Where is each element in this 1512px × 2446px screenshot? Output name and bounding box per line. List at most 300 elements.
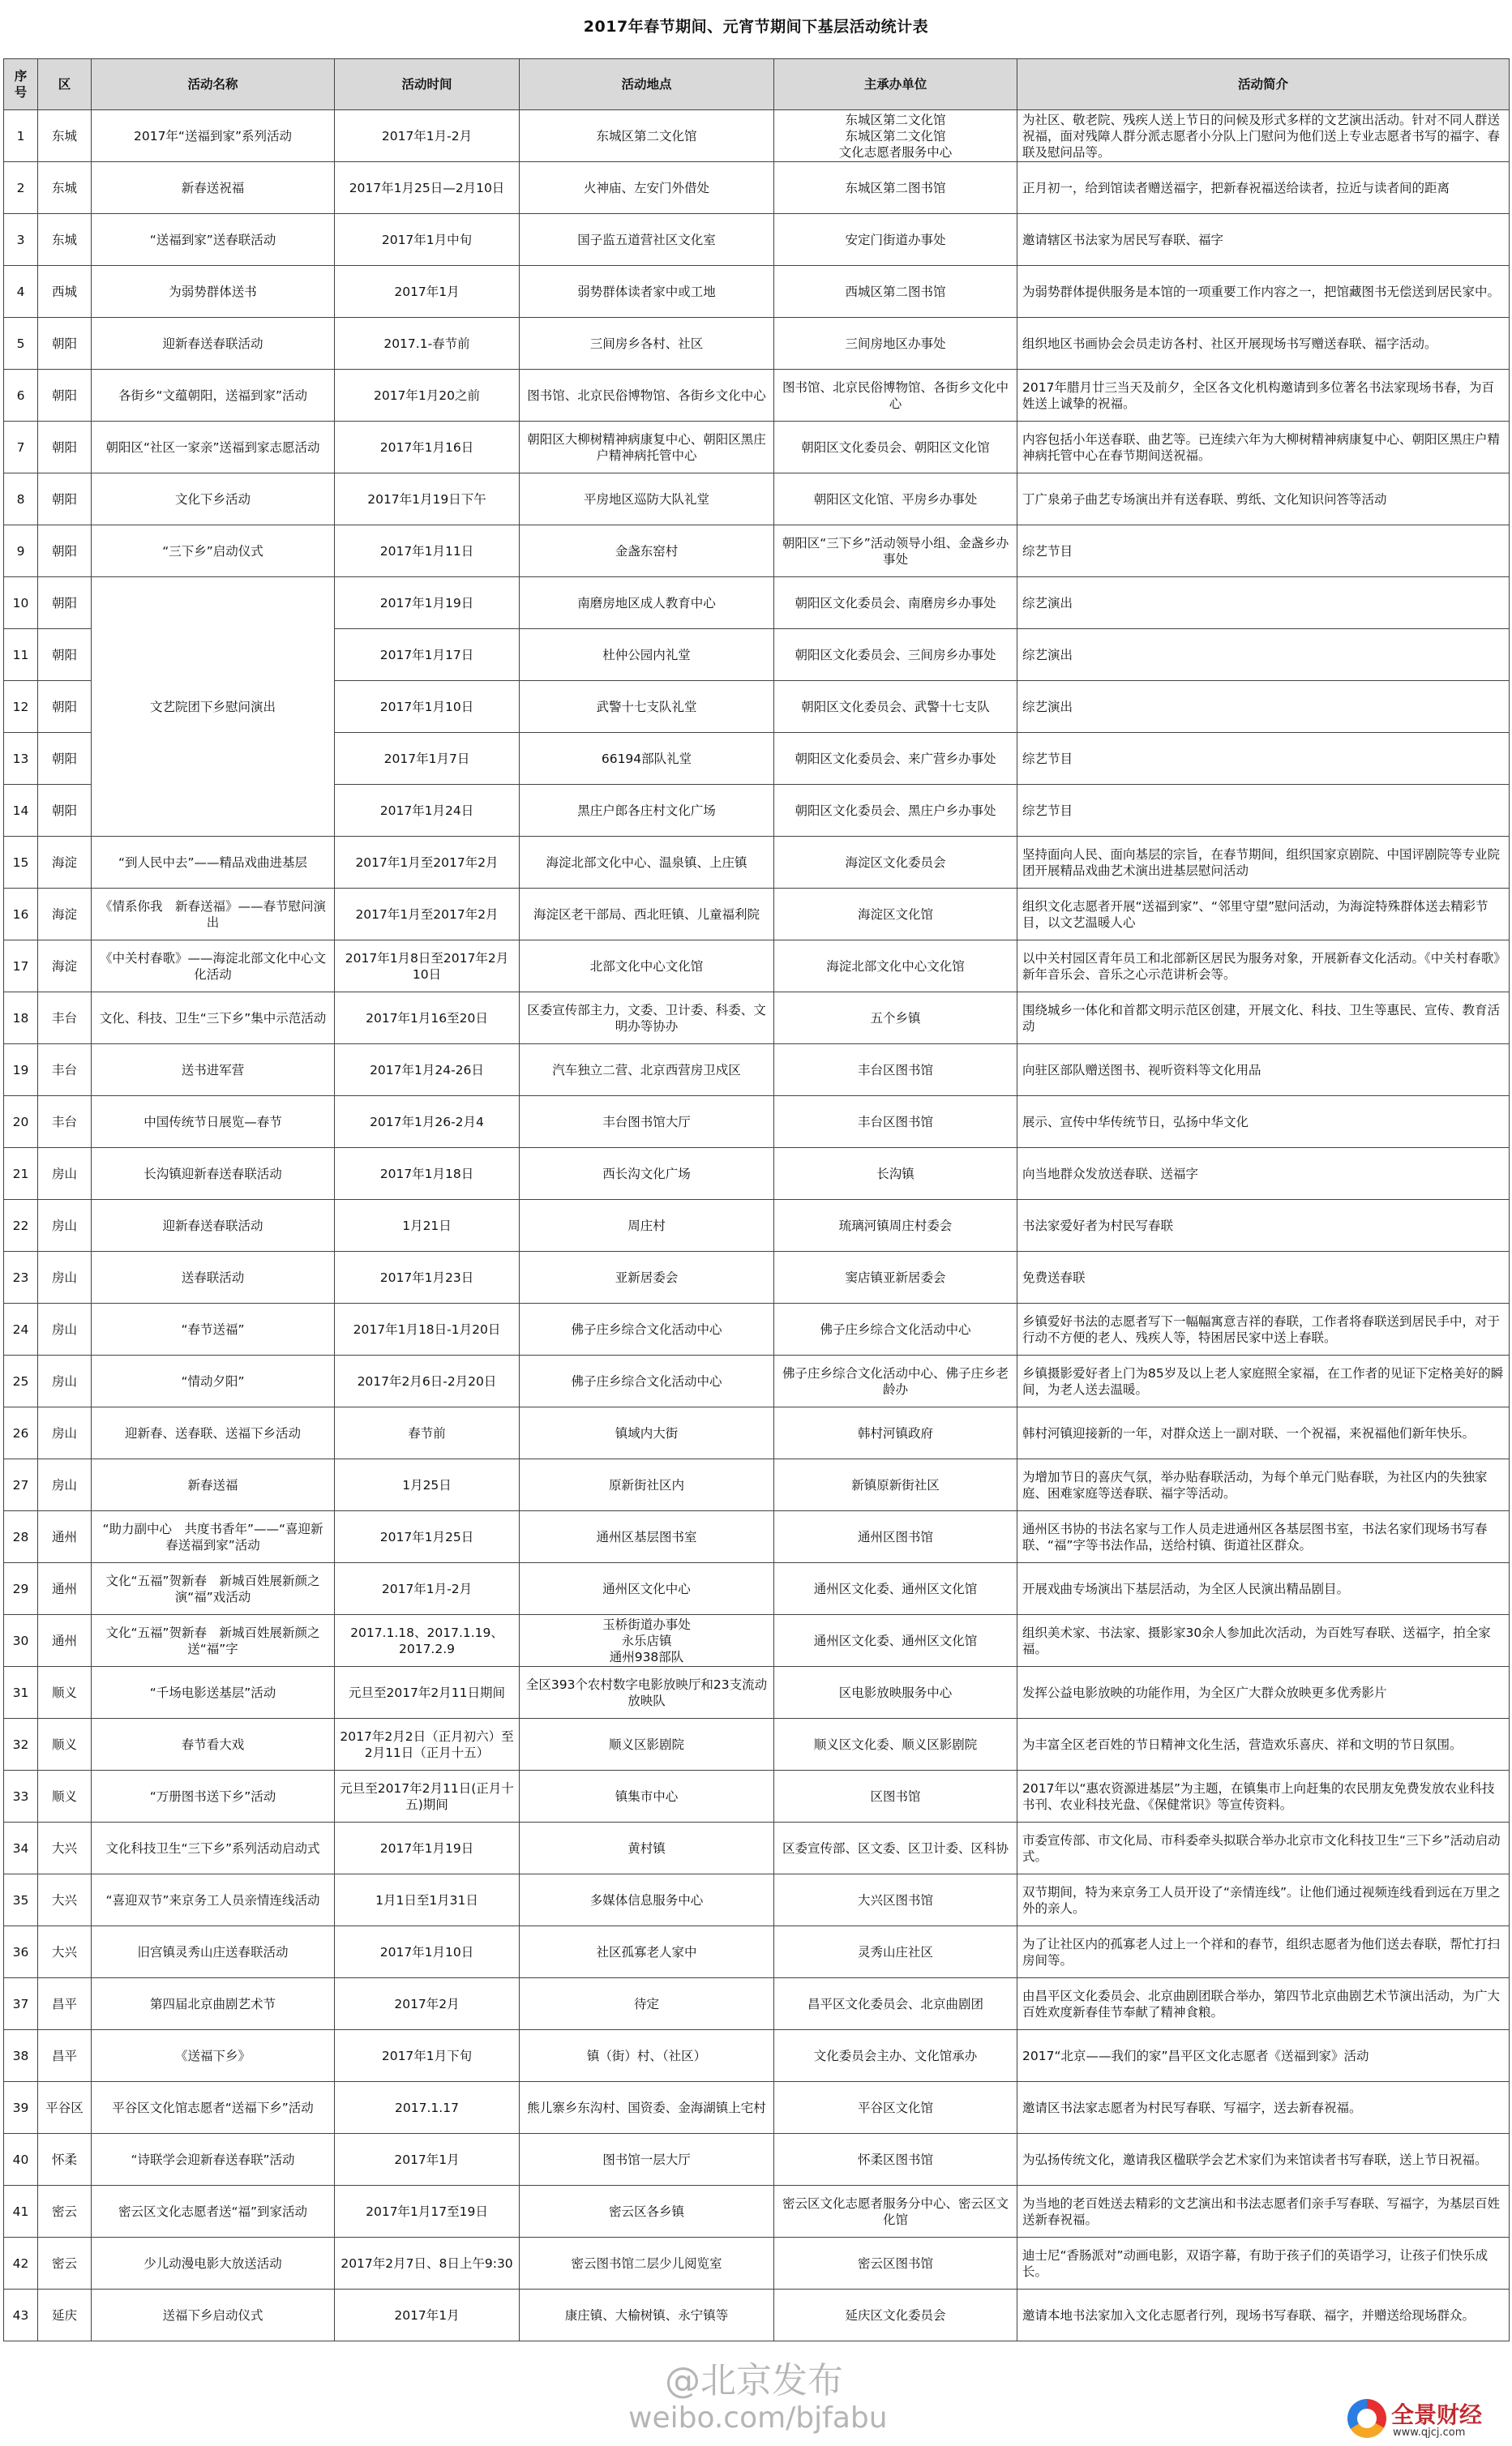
row-district: 朝阳 [38, 785, 92, 837]
table-row [4, 1304, 1510, 1356]
row-activity-location: 密云区各乡镇 [520, 2186, 774, 2238]
row-activity-name: “助力副中心 共度书香年”——“喜迎新春送福到家”活动 [92, 1511, 335, 1563]
row-district: 朝阳 [38, 525, 92, 577]
row-district: 东城 [38, 110, 92, 162]
table-row [4, 1044, 1510, 1096]
row-activity-time: 元旦至2017年2月11日期间 [335, 1667, 520, 1719]
row-index: 9 [4, 525, 38, 577]
table-row [4, 1563, 1510, 1615]
row-activity-time: 春节前 [335, 1407, 520, 1459]
row-activity-name: “春节送福” [92, 1304, 335, 1356]
row-activity-location: 金盏东窑村 [520, 525, 774, 577]
row-description: 2017“北京——我们的家”昌平区文化志愿者《送福到家》活动 [1017, 2030, 1510, 2082]
row-district: 朝阳 [38, 577, 92, 629]
table-row [4, 1667, 1510, 1719]
row-activity-location: 玉桥街道办事处 永乐店镇 通州938部队 [520, 1615, 774, 1667]
row-activity-name: 朝阳区“社区一家亲”送福到家志愿活动 [92, 422, 335, 473]
row-district: 房山 [38, 1200, 92, 1252]
row-organizer: 朝阳区文化委员会、来广营乡办事处 [774, 733, 1017, 785]
row-district: 通州 [38, 1511, 92, 1563]
row-organizer: 西城区第二图书馆 [774, 266, 1017, 318]
row-organizer: 朝阳区“三下乡”活动领导小组、金盏乡办事处 [774, 525, 1017, 577]
row-district: 朝阳 [38, 733, 92, 785]
row-index: 26 [4, 1407, 38, 1459]
table-row [4, 2290, 1510, 2341]
row-district: 房山 [38, 1407, 92, 1459]
row-index: 30 [4, 1615, 38, 1667]
table-row [4, 837, 1510, 889]
row-activity-time: 2017年1月17至19日 [335, 2186, 520, 2238]
row-organizer: 丰台区图书馆 [774, 1044, 1017, 1096]
row-activity-location: 黑庄户郎各庄村文化广场 [520, 785, 774, 837]
row-index: 11 [4, 629, 38, 681]
row-activity-name: 各街乡“文蕴朝阳，送福到家”活动 [92, 370, 335, 422]
row-organizer: 朝阳区文化馆、平房乡办事处 [774, 473, 1017, 525]
row-index: 8 [4, 473, 38, 525]
col-description: 活动简介 [1017, 59, 1510, 110]
row-description: 综艺演出 [1017, 629, 1510, 681]
row-activity-location: 黄村镇 [520, 1823, 774, 1874]
row-activity-name: 送福下乡启动仪式 [92, 2290, 335, 2341]
row-index: 28 [4, 1511, 38, 1563]
qjcj-logo-icon [1347, 2399, 1386, 2438]
row-district: 东城 [38, 214, 92, 266]
row-district: 大兴 [38, 1926, 92, 1978]
row-district: 西城 [38, 266, 92, 318]
row-index: 6 [4, 370, 38, 422]
row-description: 开展戏曲专场演出下基层活动，为全区人民演出精品剧目。 [1017, 1563, 1510, 1615]
row-activity-time: 2017年1月至2017年2月 [335, 889, 520, 940]
table-row [4, 940, 1510, 992]
row-organizer: 灵秀山庄社区 [774, 1926, 1017, 1978]
row-activity-location: 汽车独立二营、北京西营房卫戍区 [520, 1044, 774, 1096]
row-district: 丰台 [38, 1044, 92, 1096]
table-row [4, 1407, 1510, 1459]
row-description: 坚持面向人民、面向基层的宗旨，在春节期间，组织国家京剧院、中国评剧院等专业院团开展精品戏曲艺术演出进基层慰问活动 [1017, 837, 1510, 889]
row-description: 双节期间，特为来京务工人员开设了“亲情连线”。让他们通过视频连线看到远在万里之外的亲人。 [1017, 1874, 1510, 1926]
row-description: 为增加节日的喜庆气氛，举办贴春联活动，为每个单元门贴春联，为社区内的失独家庭、困难家庭等送春联、福字等活动。 [1017, 1459, 1510, 1511]
row-district: 丰台 [38, 992, 92, 1044]
row-index: 18 [4, 992, 38, 1044]
table-row [4, 1719, 1510, 1771]
row-description: 正月初一，给到馆读者赠送福字，把新春祝福送给读者，拉近与读者间的距离 [1017, 162, 1510, 214]
table-row [4, 1252, 1510, 1304]
row-activity-location: 顺义区影剧院 [520, 1719, 774, 1771]
row-organizer: 平谷区文化馆 [774, 2082, 1017, 2134]
table-row [4, 318, 1510, 370]
table-row [4, 525, 1510, 577]
row-activity-time: 2017年1月中旬 [335, 214, 520, 266]
row-district: 丰台 [38, 1096, 92, 1148]
row-organizer: 密云区图书馆 [774, 2238, 1017, 2290]
row-activity-location: 南磨房地区成人教育中心 [520, 577, 774, 629]
row-activity-time: 2017.1.17 [335, 2082, 520, 2134]
row-activity-time: 2017年1月16日 [335, 422, 520, 473]
row-organizer: 昌平区文化委员会、北京曲剧团 [774, 1978, 1017, 2030]
row-organizer: 通州区图书馆 [774, 1511, 1017, 1563]
row-activity-location: 弱势群体读者家中或工地 [520, 266, 774, 318]
row-description: 组织地区书画协会会员走访各村、社区开展现场书写赠送春联、福字活动。 [1017, 318, 1510, 370]
row-activity-location: 图书馆一层大厅 [520, 2134, 774, 2186]
row-district: 房山 [38, 1148, 92, 1200]
row-activity-name: 文化“五福”贺新春 新城百姓展新颜之演“福”戏活动 [92, 1563, 335, 1615]
row-activity-time: 2017年2月7日、8日上午9:30 [335, 2238, 520, 2290]
row-description: 综艺节目 [1017, 785, 1510, 837]
row-organizer: 顺义区文化委、顺义区影剧院 [774, 1719, 1017, 1771]
row-index: 37 [4, 1978, 38, 2030]
row-activity-time: 2017年1月 [335, 2134, 520, 2186]
row-district: 海淀 [38, 889, 92, 940]
row-activity-time: 2017年1月24-26日 [335, 1044, 520, 1096]
row-activity-location: 亚新居委会 [520, 1252, 774, 1304]
qjcj-logo-url: www.qjcj.com [1393, 2427, 1466, 2439]
row-district: 海淀 [38, 940, 92, 992]
row-activity-time: 2017年1月-2月 [335, 1563, 520, 1615]
row-activity-name: 迎新春送春联活动 [92, 1200, 335, 1252]
row-activity-time: 2017年1月17日 [335, 629, 520, 681]
row-index: 21 [4, 1148, 38, 1200]
table-row [4, 1459, 1510, 1511]
row-description: 书法家爱好者为村民写春联 [1017, 1200, 1510, 1252]
row-activity-time: 2017年1月19日下午 [335, 473, 520, 525]
row-activity-location: 密云图书馆二层少儿阅览室 [520, 2238, 774, 2290]
row-activity-time: 2017年1月至2017年2月 [335, 837, 520, 889]
row-organizer: 文化委员会主办、文化馆承办 [774, 2030, 1017, 2082]
row-district: 延庆 [38, 2290, 92, 2341]
table-row [4, 214, 1510, 266]
row-organizer: 安定门街道办事处 [774, 214, 1017, 266]
table-row [4, 422, 1510, 473]
row-activity-name: 文艺院团下乡慰问演出 [92, 577, 335, 837]
row-district: 密云 [38, 2238, 92, 2290]
table-row [4, 992, 1510, 1044]
row-district: 大兴 [38, 1874, 92, 1926]
table-row [4, 2186, 1510, 2238]
row-index: 13 [4, 733, 38, 785]
row-activity-location: 火神庙、左安门外借处 [520, 162, 774, 214]
row-index: 17 [4, 940, 38, 992]
col-organizer: 主承办单位 [774, 59, 1017, 110]
row-description: 为弘扬传统文化，邀请我区楹联学会艺术家们为来馆读者书写春联，送上节日祝福。 [1017, 2134, 1510, 2186]
row-index: 3 [4, 214, 38, 266]
row-index: 22 [4, 1200, 38, 1252]
row-organizer: 窦店镇亚新居委会 [774, 1252, 1017, 1304]
row-activity-time: 2017年1月26-2月4 [335, 1096, 520, 1148]
row-description: 组织文化志愿者开展“送福到家”、“邻里守望”慰问活动，为海淀特殊群体送去精彩节目，以文艺温暖人心 [1017, 889, 1510, 940]
row-activity-location: 通州区基层图书室 [520, 1511, 774, 1563]
row-district: 通州 [38, 1615, 92, 1667]
row-district: 昌平 [38, 2030, 92, 2082]
row-activity-time: 2017年1月19日 [335, 577, 520, 629]
row-activity-name: 少儿动漫电影大放送活动 [92, 2238, 335, 2290]
row-activity-name: “情动夕阳” [92, 1356, 335, 1407]
row-activity-location: 三间房乡各村、社区 [520, 318, 774, 370]
row-index: 25 [4, 1356, 38, 1407]
table-row [4, 1356, 1510, 1407]
row-organizer: 东城区第二文化馆 东城区第二文化馆 文化志愿者服务中心 [774, 110, 1017, 162]
row-activity-location: 熊儿寨乡东沟村、国资委、金海湖镇上宅村 [520, 2082, 774, 2134]
row-index: 38 [4, 2030, 38, 2082]
row-activity-location: 66194部队礼堂 [520, 733, 774, 785]
row-district: 朝阳 [38, 318, 92, 370]
row-activity-location: 国子监五道营社区文化室 [520, 214, 774, 266]
row-organizer: 朝阳区文化委员会、黑庄户乡办事处 [774, 785, 1017, 837]
row-activity-time: 1月1日至1月31日 [335, 1874, 520, 1926]
row-activity-name: 密云区文化志愿者送“福”到家活动 [92, 2186, 335, 2238]
row-activity-name: “喜迎双节”来京务工人员亲情连线活动 [92, 1874, 335, 1926]
table-row [4, 1874, 1510, 1926]
row-activity-time: 2017年1月16至20日 [335, 992, 520, 1044]
row-description: 邀请辖区书法家为居民写春联、福字 [1017, 214, 1510, 266]
row-index: 4 [4, 266, 38, 318]
row-description: 向当地群众发放送春联、送福字 [1017, 1148, 1510, 1200]
row-activity-name: 《送福下乡》 [92, 2030, 335, 2082]
row-organizer: 朝阳区文化委员会、南磨房乡办事处 [774, 577, 1017, 629]
row-organizer: 海淀北部文化中心文化馆 [774, 940, 1017, 992]
row-activity-location: 北部文化中心文化馆 [520, 940, 774, 992]
table-row [4, 370, 1510, 422]
row-organizer: 延庆区文化委员会 [774, 2290, 1017, 2341]
row-activity-location: 通州区文化中心 [520, 1563, 774, 1615]
row-organizer: 朝阳区文化委员会、三间房乡办事处 [774, 629, 1017, 681]
row-activity-location: 康庄镇、大榆树镇、永宁镇等 [520, 2290, 774, 2341]
row-organizer: 海淀区文化馆 [774, 889, 1017, 940]
row-activity-name: 《中关村春歌》——海淀北部文化中心文化活动 [92, 940, 335, 992]
row-activity-time: 2017年1月25日—2月10日 [335, 162, 520, 214]
row-index: 16 [4, 889, 38, 940]
row-description: 迪士尼“香肠派对”动画电影，双语字幕，有助于孩子们的英语学习，让孩子们快乐成长。 [1017, 2238, 1510, 2290]
row-activity-time: 2017年1月-2月 [335, 110, 520, 162]
row-activity-location: 平房地区巡防大队礼堂 [520, 473, 774, 525]
table-row [4, 1926, 1510, 1978]
row-organizer: 五个乡镇 [774, 992, 1017, 1044]
row-index: 23 [4, 1252, 38, 1304]
row-organizer: 怀柔区图书馆 [774, 2134, 1017, 2186]
row-description: 围绕城乡一体化和首都文明示范区创建，开展文化、科技、卫生等惠民、宣传、教育活动 [1017, 992, 1510, 1044]
row-index: 29 [4, 1563, 38, 1615]
row-index: 36 [4, 1926, 38, 1978]
row-organizer: 韩村河镇政府 [774, 1407, 1017, 1459]
row-index: 14 [4, 785, 38, 837]
row-district: 顺义 [38, 1771, 92, 1823]
table-row [4, 889, 1510, 940]
row-description: 丁广泉弟子曲艺专场演出并有送春联、剪纸、文化知识问答等活动 [1017, 473, 1510, 525]
row-index: 34 [4, 1823, 38, 1874]
row-organizer: 海淀区文化委员会 [774, 837, 1017, 889]
table-row [4, 110, 1510, 162]
row-activity-location: 海淀北部文化中心、温泉镇、上庄镇 [520, 837, 774, 889]
row-activity-time: 2017.1-春节前 [335, 318, 520, 370]
row-activity-location: 朝阳区大柳树精神病康复中心、朝阳区黑庄户精神病托管中心 [520, 422, 774, 473]
row-index: 12 [4, 681, 38, 733]
row-description: 为弱势群体提供服务是本馆的一项重要工作内容之一，把馆藏图书无偿送到居民家中。 [1017, 266, 1510, 318]
activity-table [3, 58, 1510, 2341]
row-activity-time: 2017年1月20之前 [335, 370, 520, 422]
row-description: 综艺演出 [1017, 681, 1510, 733]
qjcj-logo-name: 全景财经 [1391, 2401, 1483, 2428]
row-activity-time: 2017年1月7日 [335, 733, 520, 785]
col-index: 序号 [4, 59, 38, 110]
row-district: 房山 [38, 1459, 92, 1511]
row-district: 通州 [38, 1563, 92, 1615]
row-organizer: 图书馆、北京民俗博物馆、各街乡文化中心 [774, 370, 1017, 422]
row-description: 组织美术家、书法家、摄影家30余人参加此次活动，为百姓写春联、送福字，拍全家福。 [1017, 1615, 1510, 1667]
row-activity-name: “送福到家”送春联活动 [92, 214, 335, 266]
row-organizer: 朝阳区文化委员会、武警十七支队 [774, 681, 1017, 733]
row-district: 房山 [38, 1304, 92, 1356]
row-activity-name: 长沟镇迎新春送春联活动 [92, 1148, 335, 1200]
table-title: 2017年春节期间、元宵节期间下基层活动统计表 [583, 18, 929, 36]
row-index: 7 [4, 422, 38, 473]
row-activity-name: 文化“五福”贺新春 新城百姓展新颜之送“福”字 [92, 1615, 335, 1667]
row-index: 5 [4, 318, 38, 370]
header-row [4, 59, 1510, 110]
row-activity-name: “诗联学会迎新春送春联”活动 [92, 2134, 335, 2186]
row-activity-name: “万册图书送下乡”活动 [92, 1771, 335, 1823]
row-district: 朝阳 [38, 681, 92, 733]
row-activity-name: 平谷区文化馆志愿者“送福下乡”活动 [92, 2082, 335, 2134]
row-activity-time: 2017年1月19日 [335, 1823, 520, 1874]
row-description: 向驻区部队赠送图书、视听资料等文化用品 [1017, 1044, 1510, 1096]
row-description: 为丰富全区老百姓的节日精神文化生活，营造欢乐喜庆、祥和文明的节日氛围。 [1017, 1719, 1510, 1771]
table-row [4, 2238, 1510, 2290]
row-description: 市委宣传部、市文化局、市科委牵头拟联合举办北京市文化科技卫生“三下乡”活动启动式。 [1017, 1823, 1510, 1874]
row-activity-time: 2017年2月2日（正月初六）至2月11日（正月十五） [335, 1719, 520, 1771]
row-district: 朝阳 [38, 473, 92, 525]
row-district: 房山 [38, 1356, 92, 1407]
row-district: 大兴 [38, 1823, 92, 1874]
row-description: 2017年以“惠农资源进基层”为主题，在镇集市上向赶集的农民朋友免费发放农业科技书刊、农业科技光盘、《保健常识》等宣传资料。 [1017, 1771, 1510, 1823]
row-activity-name: 迎新春、送春联、送福下乡活动 [92, 1407, 335, 1459]
row-description: 展示、宣传中华传统节日，弘扬中华文化 [1017, 1096, 1510, 1148]
row-index: 2 [4, 162, 38, 214]
row-activity-location: 东城区第二文化馆 [520, 110, 774, 162]
row-activity-time: 2017年1月 [335, 266, 520, 318]
weibo-watermark: @北京发布 [665, 2360, 843, 2401]
row-activity-time: 2017年1月10日 [335, 681, 520, 733]
table-row [4, 1823, 1510, 1874]
table-body [4, 110, 1510, 2341]
row-organizer: 朝阳区文化委员会、朝阳区文化馆 [774, 422, 1017, 473]
row-index: 1 [4, 110, 38, 162]
row-index: 15 [4, 837, 38, 889]
row-organizer: 佛子庄乡综合文化活动中心 [774, 1304, 1017, 1356]
row-organizer: 长沟镇 [774, 1148, 1017, 1200]
row-activity-location: 丰台图书馆大厅 [520, 1096, 774, 1148]
row-activity-name: 2017年“送福到家”系列活动 [92, 110, 335, 162]
row-index: 35 [4, 1874, 38, 1926]
row-district: 顺义 [38, 1667, 92, 1719]
row-district: 朝阳 [38, 422, 92, 473]
row-activity-time: 2017年1月下旬 [335, 2030, 520, 2082]
row-activity-name: 新春送福 [92, 1459, 335, 1511]
table-row [4, 1096, 1510, 1148]
table-row [4, 2082, 1510, 2134]
row-organizer: 通州区文化委、通州区文化馆 [774, 1563, 1017, 1615]
row-organizer: 区电影放映服务中心 [774, 1667, 1017, 1719]
row-activity-time: 2017年1月8日至2017年2月10日 [335, 940, 520, 992]
row-description: 以中关村园区青年员工和北部新区居民为服务对象，开展新春文化活动。《中关村春歌》新年音乐会、音乐之心示范讲析会等。 [1017, 940, 1510, 992]
row-district: 东城 [38, 162, 92, 214]
row-activity-location: 西长沟文化广场 [520, 1148, 774, 1200]
row-description: 由昌平区文化委员会、北京曲剧团联合举办，第四节北京曲剧艺术节演出活动，为广大百姓欢度新春佳节奉献了精神食粮。 [1017, 1978, 1510, 2030]
row-organizer: 密云区文化志愿者服务分中心、密云区文化馆 [774, 2186, 1017, 2238]
row-organizer: 丰台区图书馆 [774, 1096, 1017, 1148]
row-activity-name: 迎新春送春联活动 [92, 318, 335, 370]
row-activity-location: 镇域内大街 [520, 1407, 774, 1459]
row-description: 通州区书协的书法名家与工作人员走进通州区各基层图书室，书法名家们现场书写春联、“福”字等书法作品，送给村镇、街道社区群众。 [1017, 1511, 1510, 1563]
row-district: 朝阳 [38, 370, 92, 422]
row-description: 内容包括小年送春联、曲艺等。已连续六年为大柳树精神病康复中心、朝阳区黑庄户精神病托管中心在春节期间送祝福。 [1017, 422, 1510, 473]
row-organizer: 琉璃河镇周庄村委会 [774, 1200, 1017, 1252]
row-index: 24 [4, 1304, 38, 1356]
row-index: 39 [4, 2082, 38, 2134]
row-activity-name: 第四届北京曲剧艺术节 [92, 1978, 335, 2030]
row-organizer: 三间房地区办事处 [774, 318, 1017, 370]
row-description: 邀请本地书法家加入文化志愿者行列，现场书写春联、福字，并赠送给现场群众。 [1017, 2290, 1510, 2341]
row-index: 33 [4, 1771, 38, 1823]
row-activity-name: “到人民中去”——精品戏曲进基层 [92, 837, 335, 889]
row-activity-location: 镇（街）村、（社区） [520, 2030, 774, 2082]
qjcj-logo [1344, 2396, 1506, 2443]
row-activity-location: 海淀区老干部局、西北旺镇、儿童福利院 [520, 889, 774, 940]
row-activity-time: 2017年1月24日 [335, 785, 520, 837]
row-index: 10 [4, 577, 38, 629]
table-row [4, 2134, 1510, 2186]
row-organizer: 大兴区图书馆 [774, 1874, 1017, 1926]
table-row [4, 266, 1510, 318]
row-description: 综艺节目 [1017, 525, 1510, 577]
row-activity-name: 《情系你我 新春送福》——春节慰问演出 [92, 889, 335, 940]
row-activity-time: 元旦至2017年2月11日(正月十五)期间 [335, 1771, 520, 1823]
table-row [4, 2030, 1510, 2082]
row-index: 43 [4, 2290, 38, 2341]
row-index: 32 [4, 1719, 38, 1771]
row-activity-name: 新春送祝福 [92, 162, 335, 214]
row-activity-name: 为弱势群体送书 [92, 266, 335, 318]
row-activity-time: 2017年1月10日 [335, 1926, 520, 1978]
row-organizer: 佛子庄乡综合文化活动中心、佛子庄乡老龄办 [774, 1356, 1017, 1407]
row-district: 房山 [38, 1252, 92, 1304]
row-district: 朝阳 [38, 629, 92, 681]
row-district: 顺义 [38, 1719, 92, 1771]
row-organizer: 东城区第二图书馆 [774, 162, 1017, 214]
row-index: 20 [4, 1096, 38, 1148]
row-district: 密云 [38, 2186, 92, 2238]
table-row [4, 577, 1510, 629]
col-activity-time: 活动时间 [335, 59, 520, 110]
table-row [4, 1511, 1510, 1563]
table-row [4, 1148, 1510, 1200]
row-description: 乡镇爱好书法的志愿者写下一幅幅寓意吉祥的春联，工作者将春联送到居民手中，对于行动不方便的老人、残疾人等，特困居民家中送上春联。 [1017, 1304, 1510, 1356]
row-activity-name: 送春联活动 [92, 1252, 335, 1304]
row-activity-name: 文化科技卫生“三下乡”系列活动启动式 [92, 1823, 335, 1874]
row-activity-time: 1月21日 [335, 1200, 520, 1252]
row-activity-location: 周庄村 [520, 1200, 774, 1252]
row-activity-time: 2017年1月11日 [335, 525, 520, 577]
row-activity-name: 中国传统节日展览—春节 [92, 1096, 335, 1148]
row-activity-location: 佛子庄乡综合文化活动中心 [520, 1304, 774, 1356]
row-organizer: 通州区文化委、通州区文化馆 [774, 1615, 1017, 1667]
row-district: 昌平 [38, 1978, 92, 2030]
table-row [4, 1771, 1510, 1823]
row-district: 平谷区 [38, 2082, 92, 2134]
col-activity-name: 活动名称 [92, 59, 335, 110]
row-activity-time: 2017年1月25日 [335, 1511, 520, 1563]
row-activity-location: 原新街社区内 [520, 1459, 774, 1511]
row-activity-time: 1月25日 [335, 1459, 520, 1511]
row-district: 海淀 [38, 837, 92, 889]
